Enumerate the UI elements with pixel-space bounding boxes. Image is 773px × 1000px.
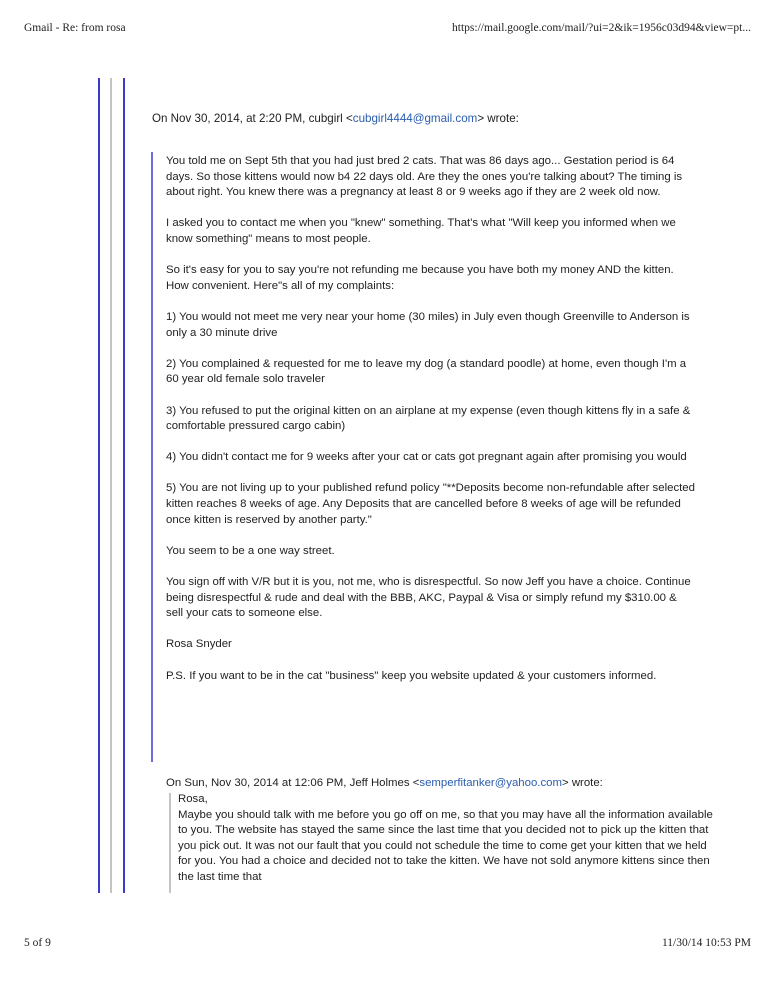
paragraph: 3) You refused to put the original kitten on an airplane at my expense (even though kittens fly in a safe & comfortable pressured cargo cabin)	[166, 404, 691, 433]
quote2-body	[178, 792, 718, 886]
greeting: Rosa,	[178, 793, 208, 805]
quote1-email-link[interactable]: cubgirl4444@gmail.com	[352, 112, 478, 125]
paragraph: I asked you to contact me when you "knew" something. That's what "Will keep you informed when we know something" means to most people.	[166, 217, 676, 245]
paragraph: 5) You are not living up to your published refund policy "**Deposits become non-refundable after selected kitten reaches 8 weeks of age. Any Deposits that are cancelled before 8 weeks of age will be refunded once kitten is reserved by another party."	[166, 482, 695, 526]
paragraph: P.S. If you want to be in the cat "business" keep you website updated & your customers informed.	[166, 669, 657, 682]
paragraph: 1) You would not meet me very near your home (30 miles) in July even though Greenville to Anderson is only a 30 minute drive	[166, 310, 690, 339]
paragraph: So it's easy for you to say you're not refunding me because you have both my money AND the kitten. How convenient. Here"s all of my complaints:	[166, 264, 674, 292]
page-header-url: https://mail.google.com/mail/?ui=2&ik=1956c03d94&view=pt...	[452, 22, 751, 34]
quote-bar-5	[169, 793, 171, 893]
print-datetime: 11/30/14 10:53 PM	[661, 937, 751, 949]
paragraph: 4) You didn't contact me for 9 weeks after your cat or cats got pregnant again after promising you would	[166, 451, 687, 464]
quote2-intro: On Sun, Nov 30, 2014 at 12:06 PM, Jeff Holmes <semperfitanker@yahoo.com> wrote:	[166, 777, 603, 789]
quote1-body	[166, 154, 696, 700]
quote-bar-4	[151, 152, 153, 762]
quote-bar-3	[123, 78, 125, 893]
quote1-intro: On Nov 30, 2014, at 2:20 PM, cubgirl <cubgirl4444@gmail.com> wrote:	[152, 112, 519, 125]
page-header-title: Gmail - Re: from rosa	[24, 22, 126, 34]
quote-bar-1	[98, 78, 100, 893]
paragraph: You sign off with V/R but it is you, not me, who is disrespectful. So now Jeff you have a choice. Continue being disrespectful & rude and deal with the BBB, AKC, Paypal & Visa or simply refund my $310.00 & sell your cats to someone else.	[166, 576, 691, 620]
paragraph: Maybe you should talk with me before you go off on me, so that you may have all the information available to you. The website has stayed the same since the last time that you decided not to pick up the kitten that you pick out. It was not our fault that you could not schedule the time to come get your kitten that we held for you. You had a choice and decided not to take the kitten. We have not sold anymore kittens since then the last time that	[178, 808, 713, 883]
paragraph: You seem to be a one way street.	[166, 544, 335, 557]
signature: Rosa Snyder	[166, 638, 232, 651]
page-number: 5 of 9	[24, 937, 51, 949]
paragraph: 2) You complained & requested for me to leave my dog (a standard poodle) at home, even though I'm a 60 year old female solo traveler	[166, 357, 687, 386]
quote2-email-link[interactable]: semperfitanker@yahoo.com	[419, 777, 562, 789]
paragraph: You told me on Sept 5th that you had just bred 2 cats. That was 86 days ago... Gestation period is 64 days. So those kittens would now b4 22 days old. Are they the ones you're talking about? The timing is about right. You knew there was a pregnancy at least 8 or 9 weeks ago if they are 2 week old now.	[166, 155, 683, 199]
quote-bar-2	[110, 78, 112, 893]
